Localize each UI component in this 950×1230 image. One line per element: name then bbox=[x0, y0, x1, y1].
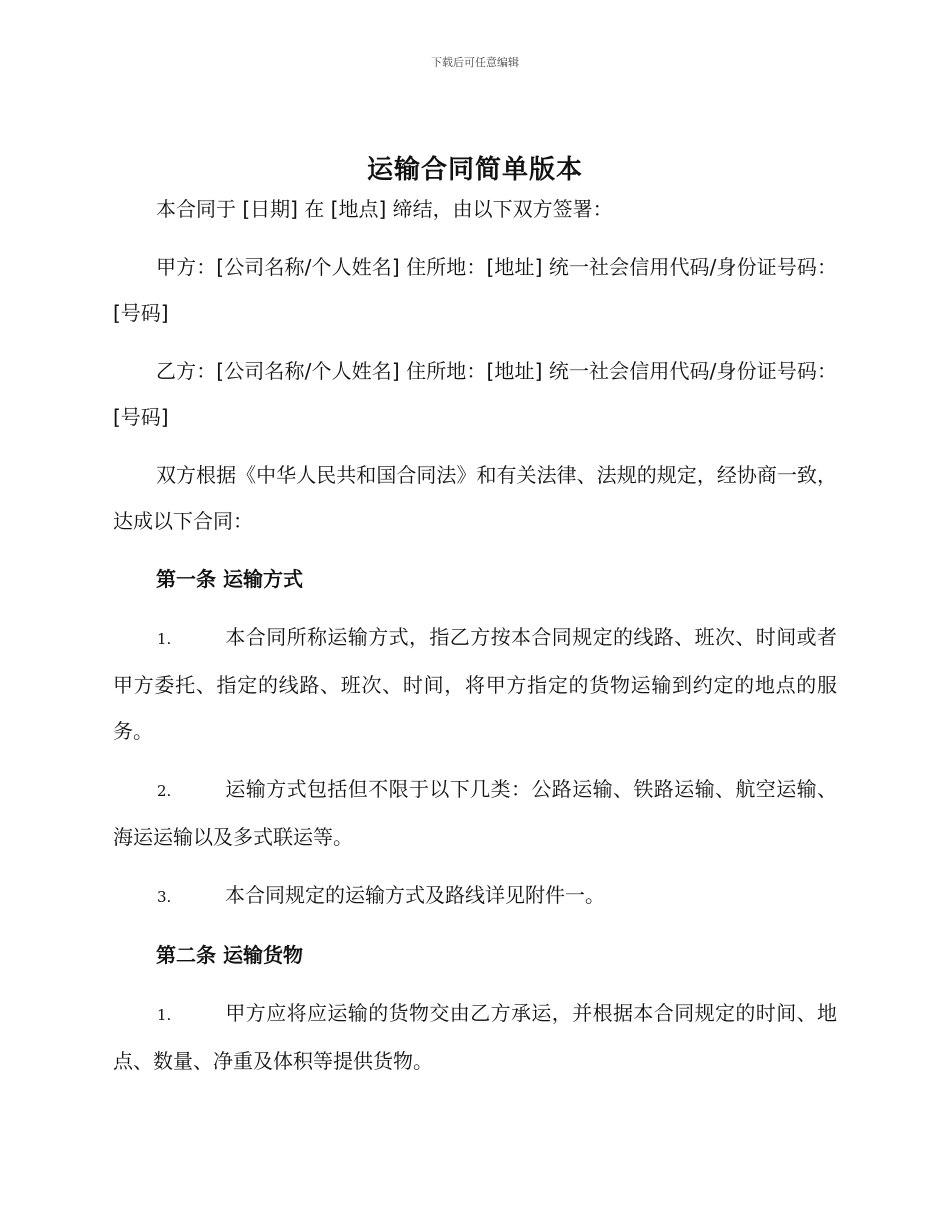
section-heading: 第二条 运输货物 bbox=[156, 943, 303, 967]
section-2 bbox=[113, 932, 837, 1084]
header-note: 下载后可任意编辑 bbox=[431, 56, 519, 69]
clause-text: 本合同所称运输方式，指乙方按本合同规定的线路、班次、时间或者甲方委托、指定的线路、班次、时间，将甲方指定的货物运输到约定的地点的服务。 bbox=[113, 625, 837, 743]
clause-item bbox=[113, 766, 837, 860]
clause-item bbox=[113, 614, 837, 754]
intro-paragraph: 本合同于 [日期] 在 [地点] 缔结，由以下双方签署： bbox=[156, 197, 613, 221]
clause-text: 甲方应将应运输的货物交由乙方承运，并根据本合同规定的时间、地点、数量、净重及体积等提供货物。 bbox=[113, 1001, 837, 1073]
clause-text: 本合同规定的运输方式及路线详见附件一。 bbox=[225, 883, 605, 907]
basis-paragraph: 双方根据《中华人民共和国合同法》和有关法律、法规的规定，经协商一致，达成以下合同： bbox=[113, 463, 837, 533]
clause-number: 3. bbox=[157, 888, 172, 906]
clause-number: 1. bbox=[157, 630, 172, 648]
clause-item bbox=[113, 990, 837, 1084]
clause-number: 2. bbox=[157, 782, 172, 800]
clause-text: 运输方式包括但不限于以下几类：公路运输、铁路运输、航空运输、海运运输以及多式联运等。 bbox=[113, 777, 837, 849]
clause-number: 1. bbox=[157, 1006, 172, 1024]
section-heading: 第一条 运输方式 bbox=[156, 567, 303, 591]
document-body bbox=[113, 150, 837, 1096]
document-title: 运输合同简单版本 bbox=[366, 155, 583, 185]
party-b-paragraph: 乙方：[公司名称/个人姓名] 住所地：[地址] 统一社会信用代码/身份证号码：[号码] bbox=[113, 359, 837, 429]
clause-item bbox=[113, 872, 837, 920]
section-1 bbox=[113, 556, 837, 920]
party-a-paragraph: 甲方：[公司名称/个人姓名] 住所地：[地址] 统一社会信用代码/身份证号码：[号码] bbox=[113, 255, 837, 325]
